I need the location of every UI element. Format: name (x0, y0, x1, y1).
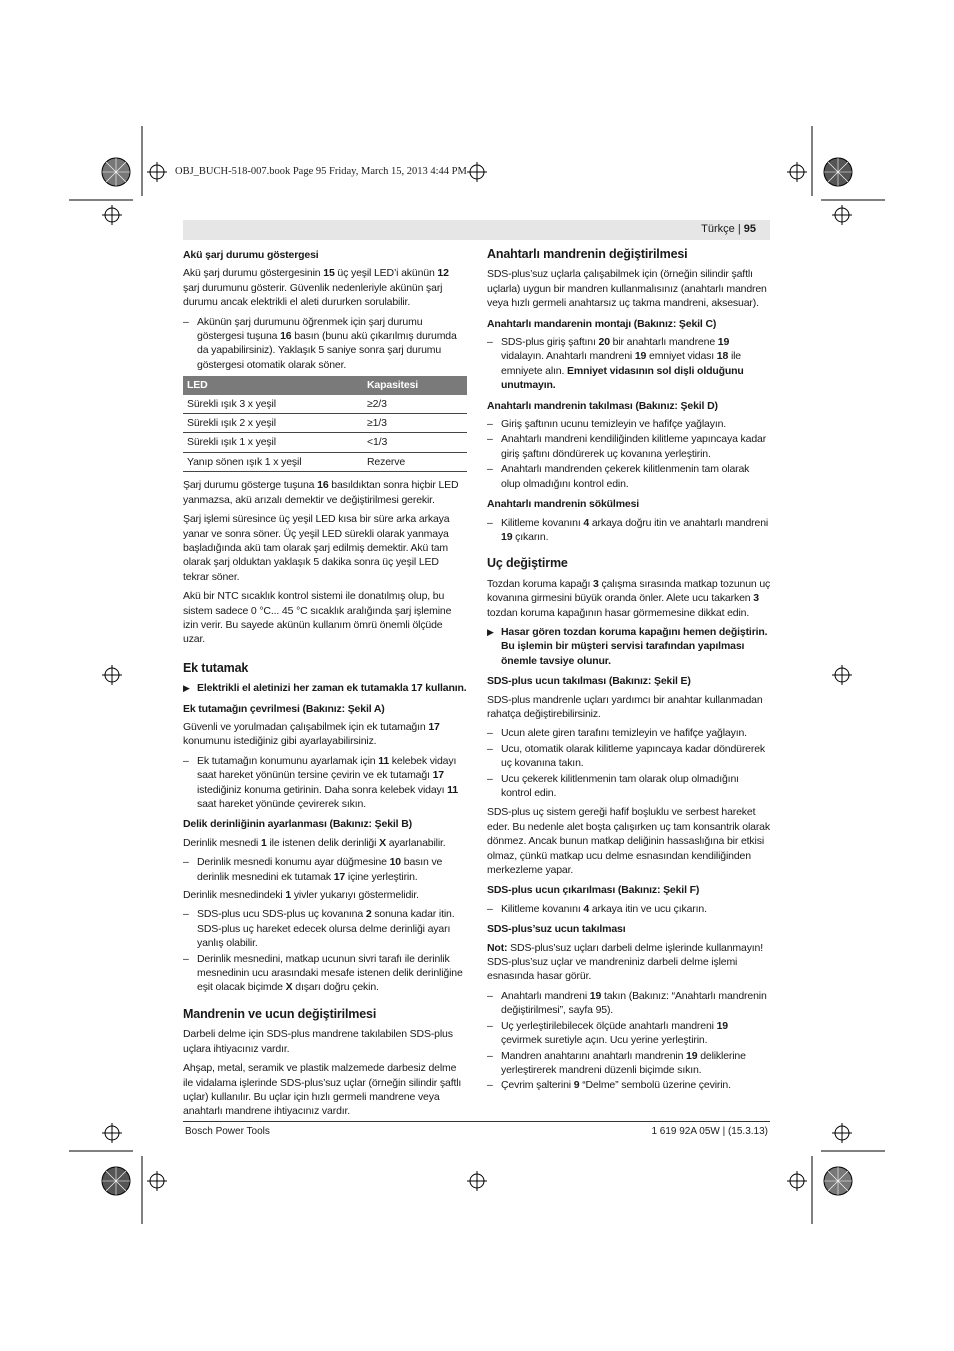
paragraph: Şarj işlemi süresince üç yeşil LED kısa bir süre arka arkaya yanar ve sonra söner. Üç yeşil LED sürekli olarak yanmaya başladığında akü tam olarak şarj edilmiş demektir. Akü tam olarak şarj olduktan yaklaşık 5 dakika sonra üç yeşil LED tekrar söner. (183, 513, 450, 583)
subheading: Anahtarlı mandrenin takılması (Bakınız: Şekil D) (487, 399, 718, 412)
arrow-icon: ▶ (183, 683, 190, 694)
list-item: – Anahtarlı mandreni 19 takın (Bakınız: “Anahtarlı mandrenin değiştirilmesi”, sayfa 95). (487, 989, 767, 1017)
list-item: – Ucu, otomatik olarak kilitleme yapıncaya kadar döndürerek uç kovanına takın. (487, 742, 765, 770)
list-item: – Çevrim şalterini 9 “Delme” sembolü üzerine çevirin. (487, 1079, 731, 1092)
note: Not: SDS-plus’suz uçları darbeli delme işlerinde kullanmayın! SDS-plus’suz uçlar ve mandreniniz darbeli delme işlemi esnasında hasar görür. (487, 941, 764, 983)
column-header-capacity: Kapasitesi (363, 376, 467, 394)
warning-item: ▶ Elektrikli el aletinizi her zaman ek tutamakla 17 kullanın. (183, 682, 467, 695)
paragraph: Akü şarj durumu göstergesinin 15 üç yeşil LED’i akünün 12 şarj durumunu gösterir. Güvenlik nedenleriyle akünün şarj durumu ancak elektrikli el aleti dururken sorulabilir. (183, 267, 449, 309)
paragraph: SDS-plus’suz uçlarla çalışabilmek için (örneğin silindir şaftlı uçlarla) uygun bir mandren kullanmalısınız (anahtarlı mandren veya hızlı germeli anahtarsız uç takma mandreni, aksesuar). (487, 268, 767, 310)
subheading: SDS-plus’suz ucun takılması (487, 923, 626, 936)
paragraph: Tozdan koruma kapağı 3 çalışma sırasında matkap tozunun uç kovanına girmesini büyük oranda önler. Alete ucu takarken 3 tozdan koruma kapağının hasar görmemesine dikkat edin. (487, 577, 771, 619)
paragraph: Şarj durumu gösterge tuşuna 16 basıldıktan sonra hiçbir LED yanmazsa, akü arızalı demektir ve değiştirilmesi gerekir. (183, 479, 459, 506)
list-item: – Giriş şaftının ucunu temizleyin ve hafifçe yağlayın. (487, 418, 727, 431)
heading-chuck-change: Mandrenin ve ucun değiştirilmesi (183, 1006, 377, 1021)
heading-bit-change: Uç değiştirme (487, 556, 568, 571)
column-header-led: LED (183, 376, 363, 394)
list-item: – Derinlik mesnedi konumu ayar düğmesine 10 basın ve derinlik mesnedini ek tutamak 17 içine yerleştirin. (183, 856, 443, 883)
header-separator: | (734, 223, 744, 235)
table-row: Sürekli ışık 1 x yeşil <1/3 (183, 433, 467, 452)
list-item: – Akünün şarj durumunu öğrenmek için şarj durumu göstergesi tuşuna 16 basın (bunu akü çıkarılmış durumda da yapabilirsiniz). Yaklaşık 5 saniye sonra şarj durumu göstergesi otomatik olarak söner. (183, 315, 457, 371)
paragraph: Derinlik mesnedi 1 ile istenen delik derinliği X ayarlanabilir. (183, 836, 446, 849)
list-item: – SDS-plus ucu SDS-plus uç kovanına 2 sonuna kadar itin. SDS-plus uç hareket edecek olursa delme derinliği ayarı yanlış olabilir. (183, 908, 455, 950)
list-item: – Anahtarlı mandreni kendiliğinden kilitleme yapıncaya kadar giriş şaftını döndürerek uç kovanına yerleştirin. (487, 433, 767, 460)
heading-auxiliary-handle: Ek tutamak (183, 660, 249, 675)
footer-docnumber: 1 619 92A 05W | (15.3.13) (651, 1126, 768, 1137)
list-item: – Uç yerleştirilebilecek ölçüde anahtarlı mandreni 19 çevirmek suretiyle açın. Ucu yerine yerleştirin. (487, 1019, 728, 1047)
subheading: Delik derinliğinin ayarlanması (Bakınız: Şekil B) (183, 818, 412, 831)
paragraph: Derinlik mesnedindeki 1 yivler yukarıyı göstermelidir. (183, 889, 419, 902)
page-header (183, 220, 770, 240)
arrow-icon: ▶ (487, 626, 494, 637)
subheading: Ek tutamağın çevrilmesi (Bakınız: Şekil A) (183, 702, 385, 715)
table-row: Yanıp sönen ışık 1 x yeşil Rezerve (183, 452, 467, 471)
right-column (487, 247, 771, 1094)
paragraph: Ahşap, metal, seramik ve plastik malzemede darbesiz delme ile vidalama işlerinde SDS-plus’suz uçlar (örneğin silindir şaftlı uçlar) kullanılır. Bu uçlar için hızlı germeli mandrene veya anahtarlı mandrene ihtiyacınız vardır. (183, 1062, 462, 1118)
paragraph: Güvenli ve yorulmadan çalışabilmek için ek tutamağın 17 konumunu istediğiniz gibi ayarlayabilirsiniz. (183, 720, 440, 748)
page-number: 95 (743, 223, 756, 235)
table-row: Sürekli ışık 2 x yeşil ≥1/3 (183, 414, 467, 433)
list-item: – Mandren anahtarını anahtarlı mandrenin 19 deliklerine yerleştirerek mandreni düzenli biçimde sıkın. (487, 1049, 746, 1076)
list-item: – SDS-plus giriş şaftını 20 bir anahtarlı mandrene 19 vidalayın. Anahtarlı mandreni 19 emniyet vidası 18 ile emniyete alın. Emniyet vidasının sol dişli olduğunu unutmayın. (487, 336, 744, 392)
header-language: Türkçe (701, 223, 735, 235)
heading-keyed-chuck: Anahtarlı mandrenin değiştirilmesi (487, 247, 688, 261)
list-item: – Derinlik mesnedini, matkap ucunun sivri tarafı ile derinlik mesnedinin ucu arasındaki mesafe istenen delik derinliğine eşit olacak biçimde X dışarı doğru çekin. (183, 952, 463, 994)
footer-rule (183, 1121, 770, 1122)
print-slug: OBJ_BUCH-518-007.book Page 95 Friday, March 15, 2013 4:44 PM (175, 166, 467, 177)
subheading: Anahtarlı mandarenin montajı (Bakınız: Şekil C) (487, 317, 717, 330)
list-item: – Ucun alete giren tarafını temizleyin ve hafifçe yağlayın. (487, 727, 747, 740)
subheading: SDS-plus ucun takılması (Bakınız: Şekil E) (487, 675, 691, 688)
list-item: – Anahtarlı mandrenden çekerek kilitlenmenin tam olarak olup olmadığını kontrol edin. (487, 463, 750, 490)
list-item: – Kilitleme kovanını 4 arkaya doğru itin ve anahtarlı mandreni 19 çıkarın. (487, 516, 769, 543)
paragraph: Akü bir NTC sıcaklık kontrol sistemi ile donatılmış olup, bu sistem sadece 0 °C... 45 °C sıcaklık aralığında şarj işlemine izin verir. Bu sayede akünün kullanım ömrü önemli ölçüde uzar. (183, 590, 452, 646)
subheading: Anahtarlı mandrenin sökülmesi (487, 498, 640, 511)
table-row: Sürekli ışık 3 x yeşil ≥2/3 (183, 395, 467, 414)
heading-battery-indicator: Akü şarj durumu göstergesi (183, 249, 319, 261)
list-item: – Ucu çekerek kilitlenmenin tam olarak olup olmadığını kontrol edin. (487, 772, 739, 799)
subheading: SDS-plus ucun çıkarılması (Bakınız: Şekil F) (487, 884, 700, 897)
warning-item: ▶ Hasar gören tozdan koruma kapağını hemen değiştirin. Bu işlemin bir müşteri servisi tarafından yapılması önemle tavsiye olunur. (487, 625, 768, 667)
paragraph: SDS-plus mandrenle uçları yardımcı bir anahtar kullanmadan rahatça değiştirebilirsiniz. (487, 693, 763, 720)
list-item: – Kilitleme kovanını 4 arkaya itin ve ucu çıkarın. (487, 902, 707, 915)
led-capacity-table (183, 376, 467, 472)
paragraph: SDS-plus uç sistem gereği hafif boşluklu ve serbest hareket eder. Bu nedenle alet boşta çalışırken uç tam konsantrik olarak dönmez. Ancak bunun matkap deliğinin hassaslığına bir etkisi olmaz, çünkü matkap ucu delme esnasından kendiliğinden merkezleme yapar. (487, 806, 770, 877)
footer-brand: Bosch Power Tools (185, 1126, 270, 1137)
list-item: – Ek tutamağın konumunu ayarlamak için 11 kelebek vidayı saat hareket yönünün tersine çevirin ve ek tutamağı 17 istediğiniz konuma getirinin. Daha sonra kelebek vidayı 11 saat hareket yönünde çevirerek sıkın. (183, 754, 458, 810)
left-column (183, 248, 467, 1124)
paragraph: Darbeli delme için SDS-plus mandrene takılabilen SDS-plus uçlara ihtiyacınız vardır. (183, 1028, 453, 1055)
